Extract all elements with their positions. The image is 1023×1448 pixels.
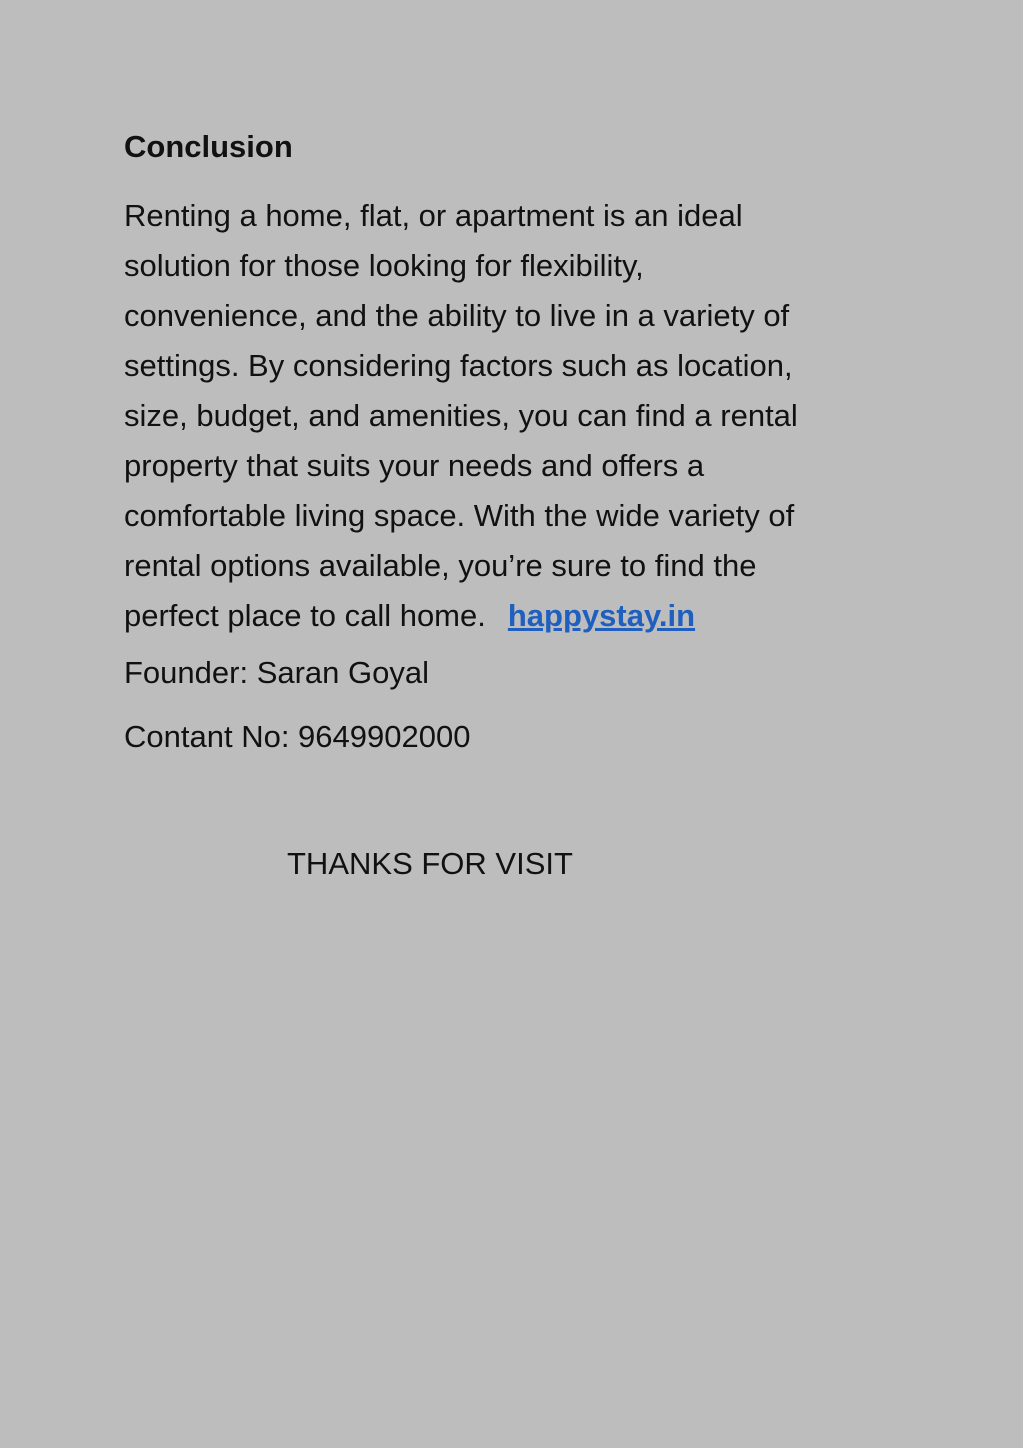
conclusion-heading: Conclusion [124, 129, 293, 164]
paragraph-line: solution for those looking for flexibility, [124, 248, 644, 283]
paragraph-last-line [124, 591, 904, 641]
founder-text: Founder: Saran Goyal [124, 655, 430, 690]
contact-number-text: Contant No: 9649902000 [124, 719, 471, 754]
website-link[interactable]: happystay.in [507, 598, 696, 633]
paragraph-line: rental options available, you’re sure to find the [124, 548, 757, 583]
paragraph-line: settings. By considering factors such as location, [124, 348, 793, 383]
paragraph-line-text: perfect place to call home. [124, 598, 486, 633]
paragraph-line: convenience, and the ability to live in a variety of [124, 298, 790, 333]
paragraph-line: Renting a home, flat, or apartment is an ideal [124, 198, 743, 233]
paragraph-line: comfortable living space. With the wide variety of [124, 498, 795, 533]
conclusion-paragraph [124, 191, 904, 641]
paragraph-line: property that suits your needs and offers a [124, 448, 705, 483]
closing-message: THANKS FOR VISIT [287, 846, 573, 881]
paragraph-line: size, budget, and amenities, you can find a rental [124, 398, 798, 433]
